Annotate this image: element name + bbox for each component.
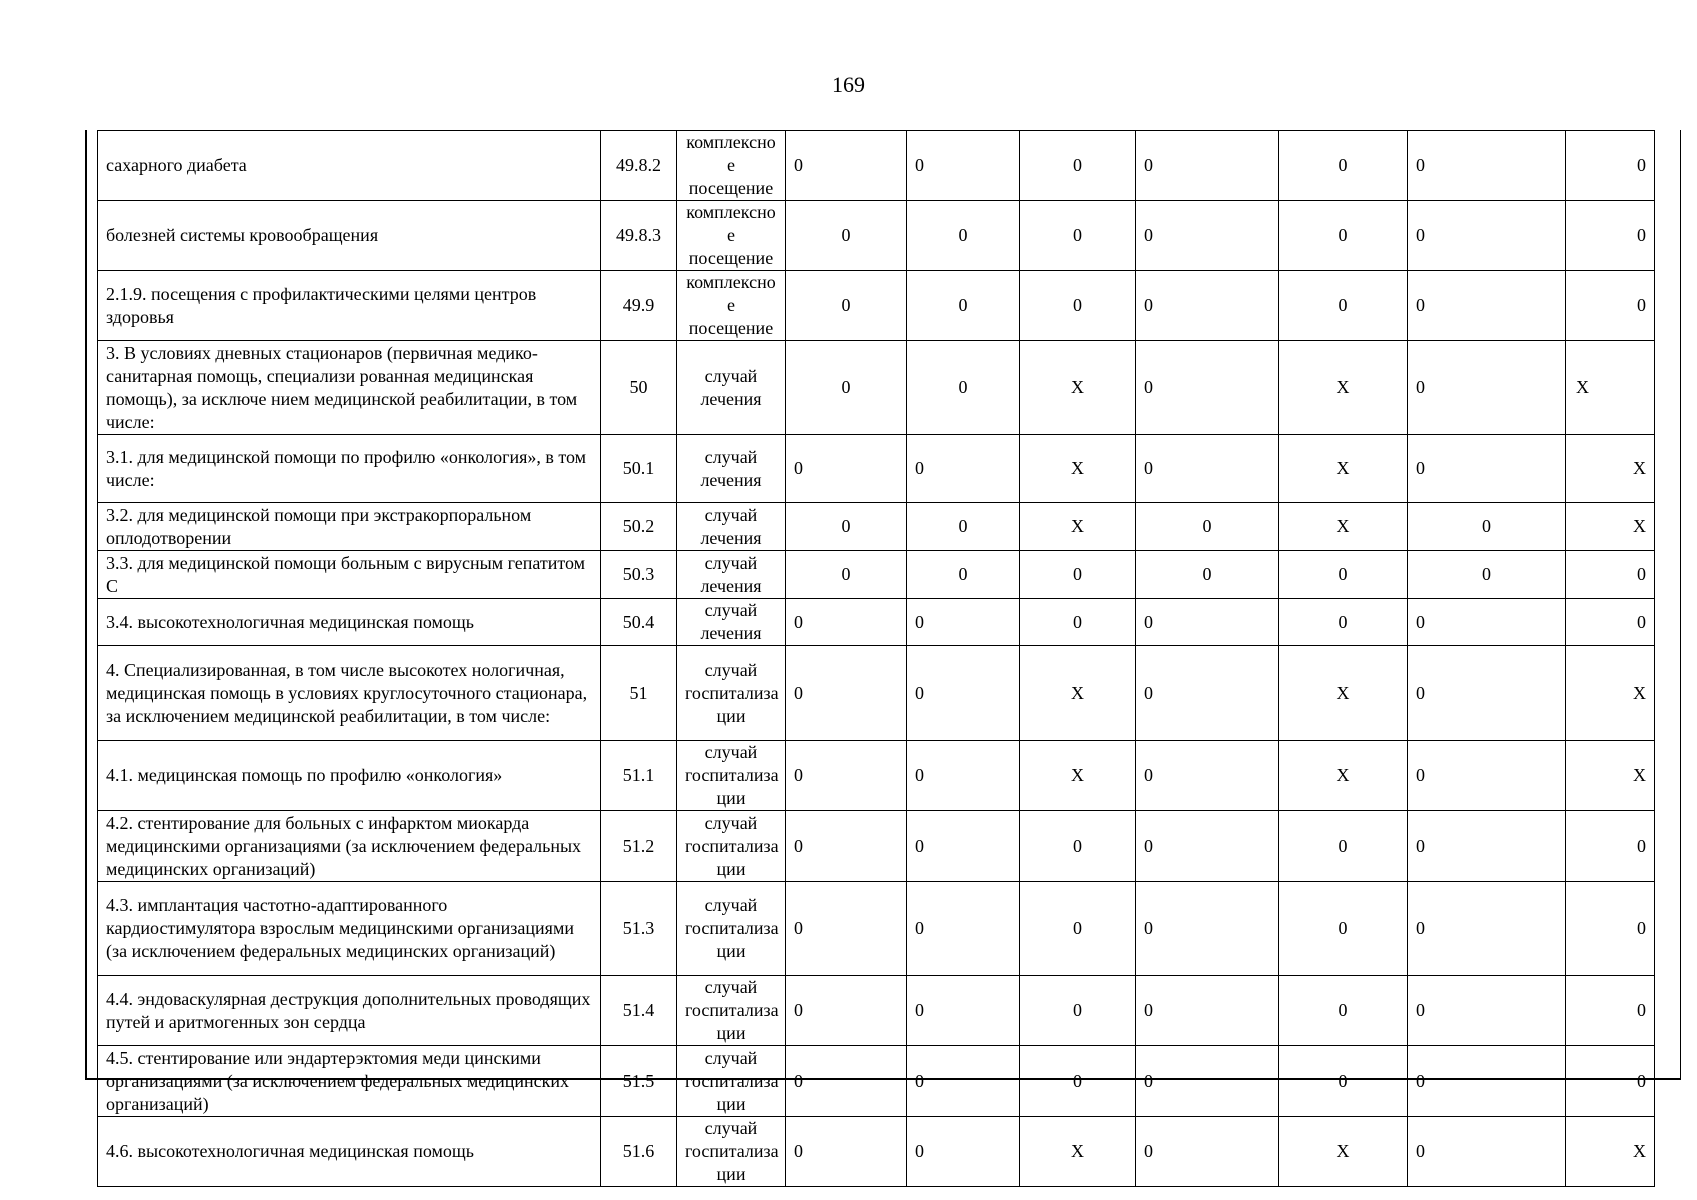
value-cell: 0: [786, 646, 907, 741]
value-cell: 0: [907, 503, 1020, 551]
value-cell: 0: [907, 976, 1020, 1046]
value-cell: 0: [1136, 435, 1279, 503]
value-cell: 0: [907, 741, 1020, 811]
row-unit-cell: комплексно е посещение: [677, 271, 786, 341]
value-cell: 0: [907, 271, 1020, 341]
value-cell: 0: [1408, 551, 1566, 599]
value-cell: 0: [907, 131, 1020, 201]
table-row: [98, 811, 1655, 882]
value-cell: 0: [786, 1046, 907, 1117]
value-cell: 0: [1136, 882, 1279, 976]
row-unit-cell: случай лечения: [677, 341, 786, 435]
value-cell: 0: [1279, 201, 1408, 271]
value-cell: X: [1279, 1117, 1408, 1187]
value-cell: 0: [786, 1117, 907, 1187]
value-cell: 0: [1408, 341, 1566, 435]
value-cell: X: [1566, 741, 1655, 811]
row-code-cell: 51.4: [601, 976, 677, 1046]
row-code-cell: 49.8.2: [601, 131, 677, 201]
value-cell: 0: [1136, 1046, 1279, 1117]
row-code-cell: 51.5: [601, 1046, 677, 1117]
value-cell: 0: [1136, 1117, 1279, 1187]
value-cell: X: [1020, 646, 1136, 741]
value-cell: 0: [907, 435, 1020, 503]
row-name-cell: 4.3. имплантация частотно-адаптированного кардиостимулятора взрослым медицинскими организациями (за исключением федеральных медицинских организаций): [98, 882, 601, 976]
table-row: [98, 1117, 1655, 1187]
value-cell: 0: [1020, 271, 1136, 341]
value-cell: 0: [907, 646, 1020, 741]
row-code-cell: 51: [601, 646, 677, 741]
value-cell: 0: [1408, 131, 1566, 201]
value-cell: 0: [786, 882, 907, 976]
value-cell: 0: [1020, 976, 1136, 1046]
row-name-cell: 4.6. высокотехнологичная медицинская помощь: [98, 1117, 601, 1187]
value-cell: 0: [1408, 1117, 1566, 1187]
value-cell: 0: [1408, 201, 1566, 271]
value-cell: 0: [1566, 811, 1655, 882]
value-cell: 0: [907, 551, 1020, 599]
value-cell: 0: [1136, 131, 1279, 201]
value-cell: 0: [1279, 811, 1408, 882]
value-cell: 0: [1566, 599, 1655, 646]
value-cell: 0: [1408, 976, 1566, 1046]
row-code-cell: 51.6: [601, 1117, 677, 1187]
value-cell: 0: [786, 811, 907, 882]
value-cell: 0: [907, 599, 1020, 646]
table-row: [98, 551, 1655, 599]
value-cell: 0: [1020, 201, 1136, 271]
value-cell: 0: [1566, 976, 1655, 1046]
value-cell: X: [1020, 1117, 1136, 1187]
table-row: [98, 341, 1655, 435]
value-cell: 0: [1566, 551, 1655, 599]
row-name-cell: 4.5. стентирование или эндартерэктомия меди цинскими организациями (за исключением федеральных медицинских организаций): [98, 1046, 601, 1117]
value-cell: 0: [907, 201, 1020, 271]
value-cell: 0: [907, 1117, 1020, 1187]
row-name-cell: 4.2. стентирование для больных с инфарктом миокарда медицинскими организациями (за исключением федеральных медицинских организаций): [98, 811, 601, 882]
table-row: [98, 435, 1655, 503]
value-cell: 0: [786, 551, 907, 599]
value-cell: 0: [1020, 1046, 1136, 1117]
value-cell: 0: [1566, 131, 1655, 201]
value-cell: X: [1279, 741, 1408, 811]
row-unit-cell: комплексно е посещение: [677, 201, 786, 271]
value-cell: X: [1279, 341, 1408, 435]
value-cell: 0: [1408, 503, 1566, 551]
table-row: [98, 646, 1655, 741]
row-name-cell: 4. Специализированная, в том числе высокотех нологичная, медицинская помощь в условиях круглосуточного стационара, за исключением медицинской реабилитации, в том числе:: [98, 646, 601, 741]
value-cell: 0: [1279, 551, 1408, 599]
row-code-cell: 49.8.3: [601, 201, 677, 271]
value-cell: 0: [786, 599, 907, 646]
row-name-cell: болезней системы кровообращения: [98, 201, 601, 271]
row-code-cell: 51.1: [601, 741, 677, 811]
value-cell: 0: [1408, 741, 1566, 811]
value-cell: 0: [1136, 271, 1279, 341]
value-cell: 0: [1279, 1046, 1408, 1117]
table-row: [98, 131, 1655, 201]
row-unit-cell: случай госпитализа ции: [677, 646, 786, 741]
row-code-cell: 50: [601, 341, 677, 435]
row-unit-cell: случай госпитализа ции: [677, 882, 786, 976]
value-cell: X: [1279, 503, 1408, 551]
value-cell: 0: [907, 1046, 1020, 1117]
row-unit-cell: случай госпитализа ции: [677, 1117, 786, 1187]
value-cell: 0: [1020, 551, 1136, 599]
data-table: [97, 130, 1655, 1187]
table-row: [98, 271, 1655, 341]
value-cell: X: [1020, 741, 1136, 811]
value-cell: 0: [786, 201, 907, 271]
value-cell: 0: [1279, 976, 1408, 1046]
value-cell: 0: [1136, 551, 1279, 599]
value-cell: X: [1566, 1117, 1655, 1187]
value-cell: 0: [1136, 646, 1279, 741]
row-name-cell: 3.1. для медицинской помощи по профилю «онкология», в том числе:: [98, 435, 601, 503]
value-cell: 0: [1020, 811, 1136, 882]
value-cell: 0: [1279, 599, 1408, 646]
row-name-cell: сахарного диабета: [98, 131, 601, 201]
value-cell: 0: [1279, 271, 1408, 341]
row-code-cell: 50.1: [601, 435, 677, 503]
value-cell: 0: [1566, 271, 1655, 341]
value-cell: 0: [907, 882, 1020, 976]
value-cell: 0: [1279, 882, 1408, 976]
value-cell: 0: [1408, 646, 1566, 741]
value-cell: 0: [1408, 811, 1566, 882]
row-name-cell: 4.4. эндоваскулярная деструкция дополнительных проводящих путей и аритмогенных зон сердца: [98, 976, 601, 1046]
value-cell: 0: [1408, 599, 1566, 646]
value-cell: 0: [907, 341, 1020, 435]
row-unit-cell: случай лечения: [677, 503, 786, 551]
value-cell: 0: [786, 131, 907, 201]
table-row: [98, 741, 1655, 811]
value-cell: X: [1020, 503, 1136, 551]
value-cell: 0: [1136, 811, 1279, 882]
row-name-cell: 2.1.9. посещения с профилактическими целями центров здоровья: [98, 271, 601, 341]
value-cell: 0: [786, 976, 907, 1046]
value-cell: 0: [1136, 741, 1279, 811]
row-code-cell: 50.2: [601, 503, 677, 551]
row-unit-cell: случай лечения: [677, 435, 786, 503]
value-cell: 0: [1136, 201, 1279, 271]
value-cell: 0: [1279, 131, 1408, 201]
value-cell: 0: [786, 271, 907, 341]
row-code-cell: 50.4: [601, 599, 677, 646]
row-name-cell: 3.2. для медицинской помощи при экстракорпоральном оплодотворении: [98, 503, 601, 551]
row-unit-cell: случай госпитализа ции: [677, 811, 786, 882]
value-cell: 0: [1408, 882, 1566, 976]
page-number: 169: [832, 72, 865, 97]
value-cell: 0: [1136, 341, 1279, 435]
value-cell: 0: [1566, 201, 1655, 271]
value-cell: 0: [1020, 599, 1136, 646]
table-row: [98, 976, 1655, 1046]
row-unit-cell: случай госпитализа ции: [677, 741, 786, 811]
table-row: [98, 599, 1655, 646]
value-cell: X: [1020, 341, 1136, 435]
value-cell: 0: [907, 811, 1020, 882]
table-row: [98, 1046, 1655, 1117]
row-unit-cell: случай лечения: [677, 599, 786, 646]
row-unit-cell: комплексно е посещение: [677, 131, 786, 201]
table-row: [98, 882, 1655, 976]
value-cell: 0: [1566, 882, 1655, 976]
row-unit-cell: случай лечения: [677, 551, 786, 599]
row-name-cell: 4.1. медицинская помощь по профилю «онкология»: [98, 741, 601, 811]
value-cell: 0: [1020, 131, 1136, 201]
row-unit-cell: случай госпитализа ции: [677, 976, 786, 1046]
row-name-cell: 3.3. для медицинской помощи больным с вирусным гепатитом С: [98, 551, 601, 599]
row-name-cell: 3.4. высокотехнологичная медицинская помощь: [98, 599, 601, 646]
row-unit-cell: случай госпитализа ции: [677, 1046, 786, 1117]
value-cell: X: [1279, 646, 1408, 741]
row-name-cell: 3. В условиях дневных стационаров (первичная медико-санитарная помощь, специализи рованная медицинская помощь), за исключе нием медицинской реабилитации, в том числе:: [98, 341, 601, 435]
table-row: [98, 503, 1655, 551]
value-cell: X: [1566, 646, 1655, 741]
row-code-cell: 51.3: [601, 882, 677, 976]
value-cell: 0: [1408, 435, 1566, 503]
table-row: [98, 201, 1655, 271]
value-cell: X: [1566, 341, 1655, 435]
value-cell: 0: [786, 503, 907, 551]
value-cell: 0: [1136, 503, 1279, 551]
value-cell: X: [1279, 435, 1408, 503]
value-cell: 0: [1408, 271, 1566, 341]
value-cell: 0: [786, 435, 907, 503]
row-code-cell: 49.9: [601, 271, 677, 341]
value-cell: 0: [1408, 1046, 1566, 1117]
row-code-cell: 51.2: [601, 811, 677, 882]
value-cell: 0: [1136, 976, 1279, 1046]
value-cell: 0: [786, 341, 907, 435]
value-cell: 0: [1020, 882, 1136, 976]
value-cell: 0: [1136, 599, 1279, 646]
value-cell: X: [1566, 503, 1655, 551]
value-cell: X: [1020, 435, 1136, 503]
row-code-cell: 50.3: [601, 551, 677, 599]
value-cell: 0: [786, 741, 907, 811]
value-cell: X: [1566, 435, 1655, 503]
value-cell: 0: [1566, 1046, 1655, 1117]
